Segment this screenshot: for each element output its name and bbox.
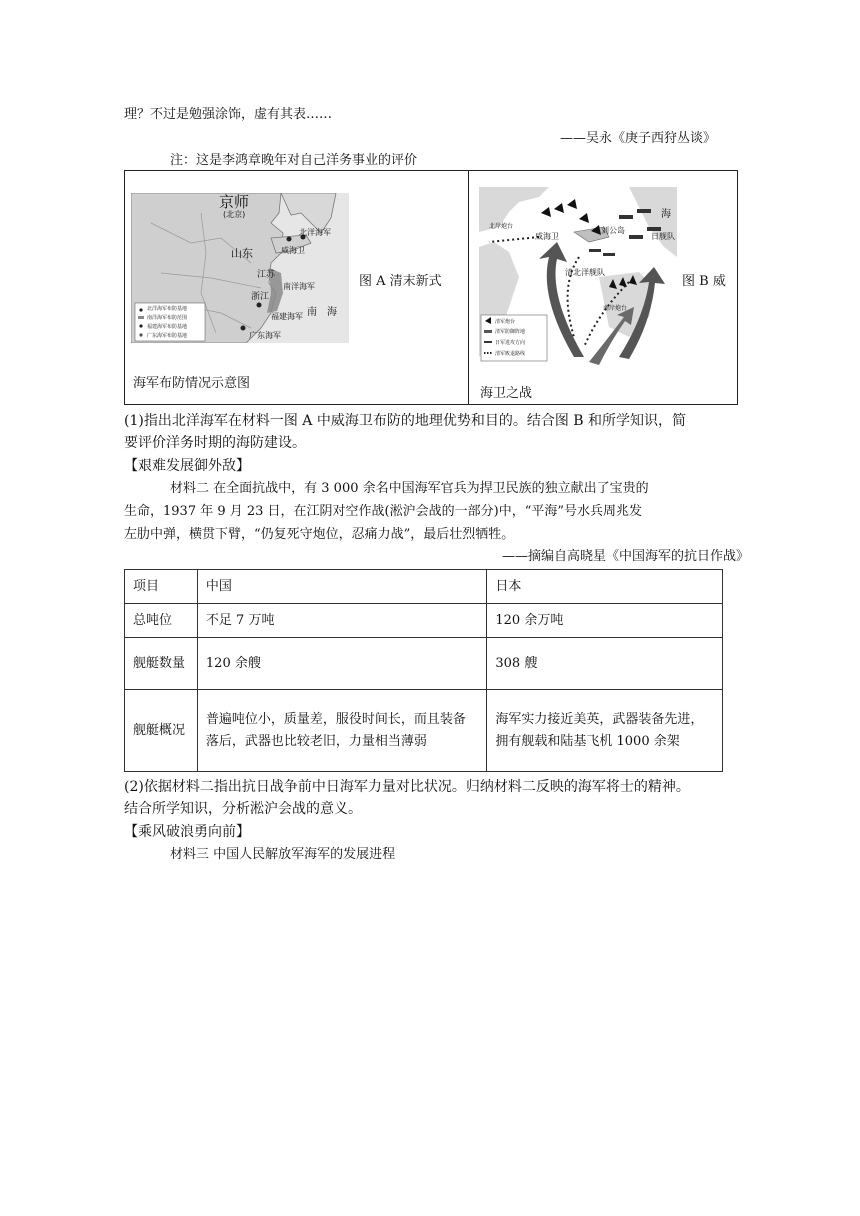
table-cell: 308 艘 [487, 638, 723, 690]
label-capital: 京师 [219, 193, 250, 211]
legend-a-2: 南洋海军布防范围 [147, 315, 188, 321]
figure-box [124, 170, 738, 405]
table-row [125, 638, 723, 690]
table-header: 项目 [125, 570, 198, 604]
legend-b-3: 日军进攻方向 [495, 340, 526, 346]
caption-a-right: 图 A 清末新式 [359, 274, 442, 289]
label-south-fort: 南岸炮台 [603, 305, 628, 312]
table-cell: 海军实力接近美英，武器装备先进，拥有舰载和陆基飞机 1000 余架 [487, 690, 723, 772]
label-fujian-navy: 福建海军 [271, 312, 303, 321]
legend-b-2: 清军防御阵地 [495, 329, 526, 335]
label-b-sea: 海 [661, 209, 671, 220]
legend-b-4: 清军败退路线 [495, 351, 526, 357]
table-cell: 120 余艘 [197, 638, 486, 690]
material-2-line-1: 材料二 在全面抗战中，有 3 000 余名中国海军官兵为捍卫民族的独立献出了宝贵的 [170, 481, 649, 496]
table-cell: 120 余万吨 [487, 604, 723, 638]
table-header: 中国 [197, 570, 486, 604]
label-weihai: 威海卫 [535, 232, 559, 241]
table-cell: 舰艇数量 [125, 638, 198, 690]
material-2-source: ——摘编自高晓星《中国海军的抗日作战》 [502, 549, 750, 564]
table-cell: 舰艇概况 [125, 690, 198, 772]
intro-source: ——吴永《庚子西狩丛谈》 [560, 131, 717, 146]
label-guangdong-navy: 广东海军 [249, 331, 281, 340]
comparison-table [124, 569, 723, 772]
label-sea-1: 南 [307, 307, 317, 318]
caption-a-bottom: 海军布防情况示意图 [133, 376, 251, 391]
legend-b-1: 清军炮台 [495, 319, 516, 325]
legend-a-1: 北洋海军布防基地 [147, 306, 188, 312]
material-3-line-1: 材料三 中国人民解放军海军的发展进程 [170, 847, 396, 862]
label-japan-fleet: 日舰队 [651, 232, 675, 241]
intro-line: 理？不过是勉强涂饰，虚有其表…… [124, 107, 333, 122]
table-cell: 普遍吨位小，质量差，服役时间长，而且装备落后，武器也比较老旧，力量相当薄弱 [197, 690, 486, 772]
label-nanyang: 南洋海军 [283, 282, 315, 291]
label-qing-fleet: 清北洋舰队 [565, 268, 605, 277]
table-cell: 总吨位 [125, 604, 198, 638]
caption-b-bottom: 海卫之战 [480, 386, 533, 401]
label-sea-2: 海 [327, 307, 337, 318]
question-1-line-1: (1)指出北洋海军在材料一图 A 中威海卫布防的地理优势和目的。结合图 B 和所学知识，简 [124, 413, 687, 429]
legend-a-4: 广东海军布防基地 [147, 333, 188, 339]
label-beiyang: 北洋海军 [299, 228, 331, 237]
question-2-line-1: (2)依据材料二指出抗日战争前中日海军力量对比状况。归纳材料二反映的海军将士的精神。 [124, 779, 690, 795]
table-header-row [125, 570, 723, 604]
intro-note: 注：这是李鸿章晚年对自己洋务事业的评价 [170, 153, 418, 168]
label-capital-sub: (北京) [223, 210, 246, 219]
material-2-line-3: 左肋中弹，横贯下臂，“仍复死守炮位，忍痛力战”，最后壮烈牺牲。 [124, 527, 515, 542]
label-liugong: 刘公岛 [601, 226, 625, 235]
material-2-line-2: 生命，1937 年 9 月 23 日，在江阴对空作战(淞沪会战的一部分)中，“平海”号水兵周兆发 [124, 504, 642, 519]
label-shandong: 山东 [231, 247, 253, 260]
table-row [125, 604, 723, 638]
section-2-title: 【艰难发展御外敌】 [124, 458, 250, 474]
figure-divider [468, 171, 469, 404]
caption-b-right: 图 B 威 [682, 274, 726, 289]
label-weihaiwei: 威海卫 [281, 246, 305, 255]
label-zhejiang: 浙江 [251, 292, 270, 302]
section-3-title: 【乘风破浪勇向前】 [124, 824, 250, 840]
table-row [125, 690, 723, 772]
map-figure-b [479, 187, 677, 367]
question-1-line-2: 要评价洋务时期的海防建设。 [124, 435, 306, 451]
question-2-line-2: 结合所学知识，分析淞沪会战的意义。 [124, 801, 362, 817]
map-figure-a [131, 193, 349, 343]
table-header: 日本 [487, 570, 723, 604]
label-north-fort: 北岸炮台 [489, 223, 514, 230]
legend-a-3: 福建海军布防基地 [147, 324, 188, 330]
table-cell: 不足 7 万吨 [197, 604, 486, 638]
label-jiangsu: 江苏 [257, 270, 276, 280]
